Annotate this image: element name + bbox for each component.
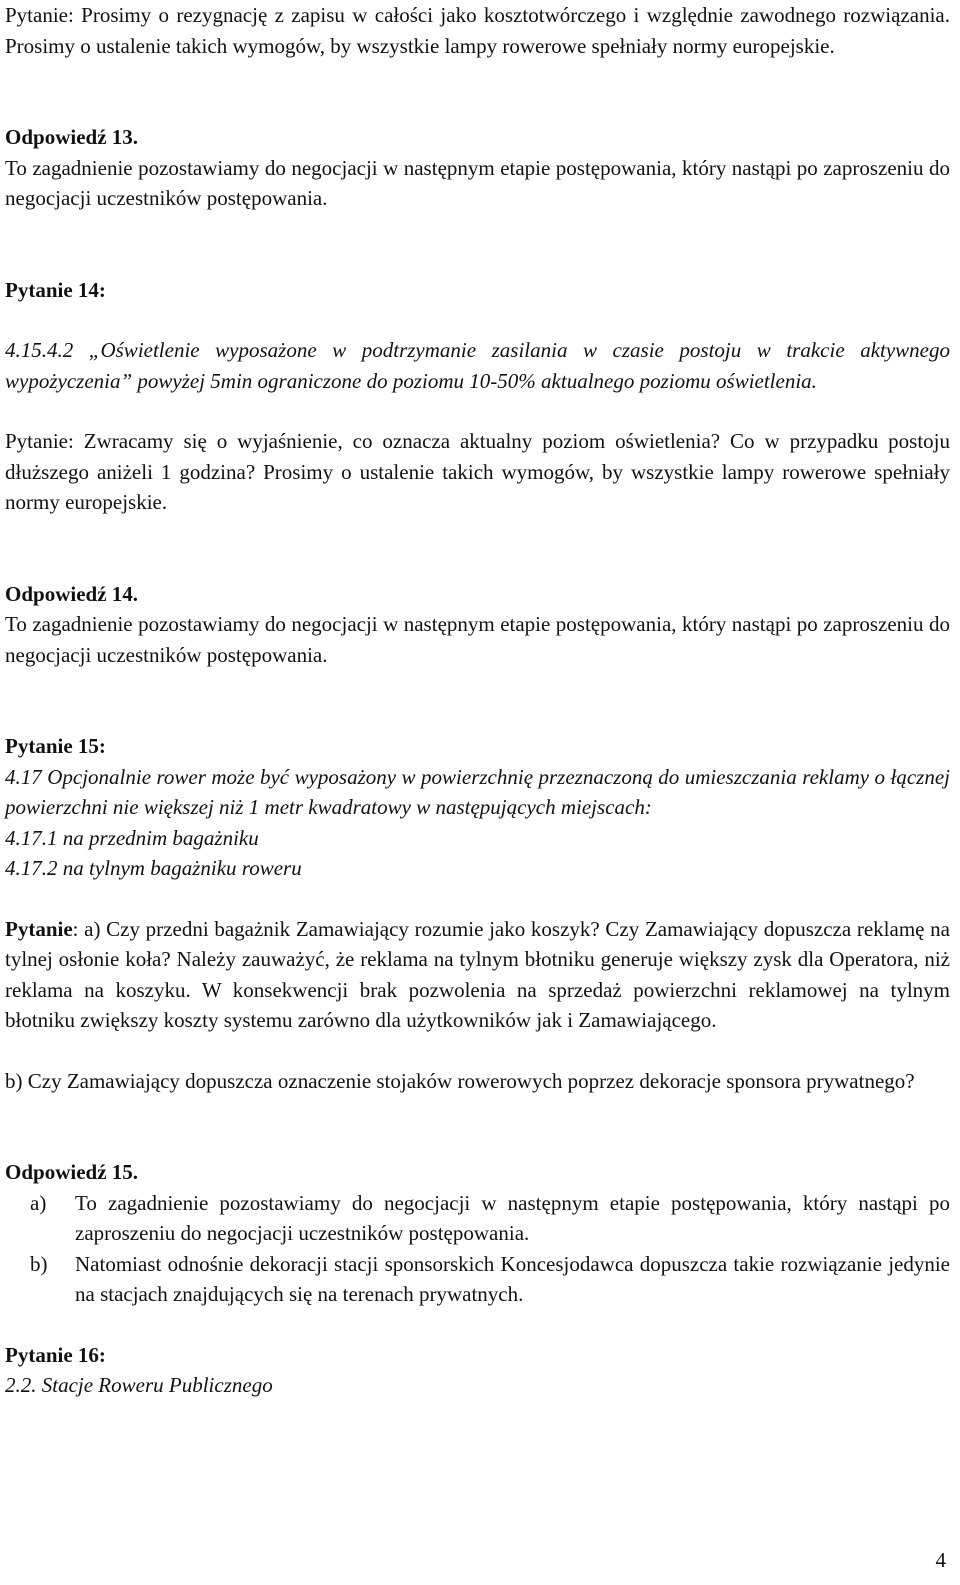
list-item — [5, 1188, 950, 1249]
page-number: 4 — [935, 1548, 946, 1572]
question-14-heading: Pytanie 14: — [5, 277, 106, 302]
question-15-item-2: 4.17.2 na tylnym bagażniku roweru — [5, 856, 302, 880]
answer-13-heading: Odpowiedź 13. — [5, 125, 139, 149]
list-item-text: To zagadnienie pozostawiamy do negocjacji w następnym etapie postępowania, który nastąpi po zaproszeniu do negocjacji uczestników postępowania. — [75, 1190, 950, 1245]
list-item-marker: b) — [30, 1251, 48, 1276]
question-14-text: Pytanie: Zwracamy się o wyjaśnienie, co oznacza aktualny poziom oświetlenia? Co w przypadku postoju dłuższego aniżeli 1 godzina? Prosimy o ustalenie takich wymogów, by wszystkie lampy rowerowe spełniały normy europejskie. — [5, 429, 950, 514]
answer-15-list — [5, 1188, 950, 1310]
list-item — [5, 1249, 950, 1310]
question-16-quote: 2.2. Stacje Roweru Publicznego — [5, 1373, 273, 1397]
answer-14-heading: Odpowiedź 14. — [5, 581, 139, 606]
answer-14-text: To zagadnienie pozostawiamy do negocjacji w następnym etapie postępowania, który nastąpi po zaproszeniu do negocjacji uczestników postępowania. — [5, 612, 950, 667]
list-item-text: Natomiast odnośnie dekoracji stacji sponsorskich Koncesjodawca dopuszcza takie rozwiązanie jedynie na stacjach znajdujących się na terenach prywatnych. — [75, 1251, 950, 1306]
question-16-heading: Pytanie 16: — [5, 1342, 106, 1367]
question-15-item-1: 4.17.1 na przednim bagażniku — [5, 825, 259, 850]
question-15-text-a — [5, 914, 950, 1036]
answer-13-text: To zagadnienie pozostawiamy do negocjacji w następnym etapie postępowania, który nastąpi po zaproszeniu do negocjacji uczestników postępowania. — [5, 155, 950, 210]
document-page — [5, 0, 950, 1401]
question-15-quote: 4.17 Opcjonalnie rower może być wyposażony w powierzchnię przeznaczoną do umieszczania reklamy o łącznej powierzchni nie większej niż 1 metr kwadratowy w następujących miejscach: — [5, 764, 950, 819]
question-15-heading: Pytanie 15: — [5, 734, 106, 758]
answer-15-heading: Odpowiedź 15. — [5, 1160, 139, 1184]
question-13-text: Pytanie: Prosimy o rezygnację z zapisu w całości jako kosztotwórczego i względnie zawodnego rozwiązania. Prosimy o ustalenie takich wymogów, by wszystkie lampy rowerowe spełniały normy europejskie. — [5, 3, 950, 58]
question-15-text-b: b) Czy Zamawiający dopuszcza oznaczenie stojaków rowerowych poprzez dekoracje sponsora prywatnego? — [5, 1068, 915, 1093]
question-15-text-a-body: : a) Czy przedni bagażnik Zamawiający rozumie jako koszyk? Czy Zamawiający dopuszcza reklamę na tylnej osłonie koła? Należy zauważyć, że reklama na tylnym błotniku generuje większy zysk dla Operatora, niż reklama na koszyku. W konsekwencji brak pozwolenia na sprzedaż powierzchni reklamowej na tylnym błotniku zwiększy koszty systemu zarówno dla użytkowników jak i Zamawiającego. — [5, 916, 950, 1032]
question-14-quote: 4.15.4.2 „Oświetlenie wyposażone w podtrzymanie zasilania w czasie postoju w trakcie aktywnego wypożyczenia” powyżej 5min ograniczone do poziomu 10-50% aktualnego poziomu oświetlenia. — [5, 338, 950, 393]
question-15-label: Pytanie — [5, 916, 73, 941]
list-item-marker: a) — [30, 1190, 47, 1215]
